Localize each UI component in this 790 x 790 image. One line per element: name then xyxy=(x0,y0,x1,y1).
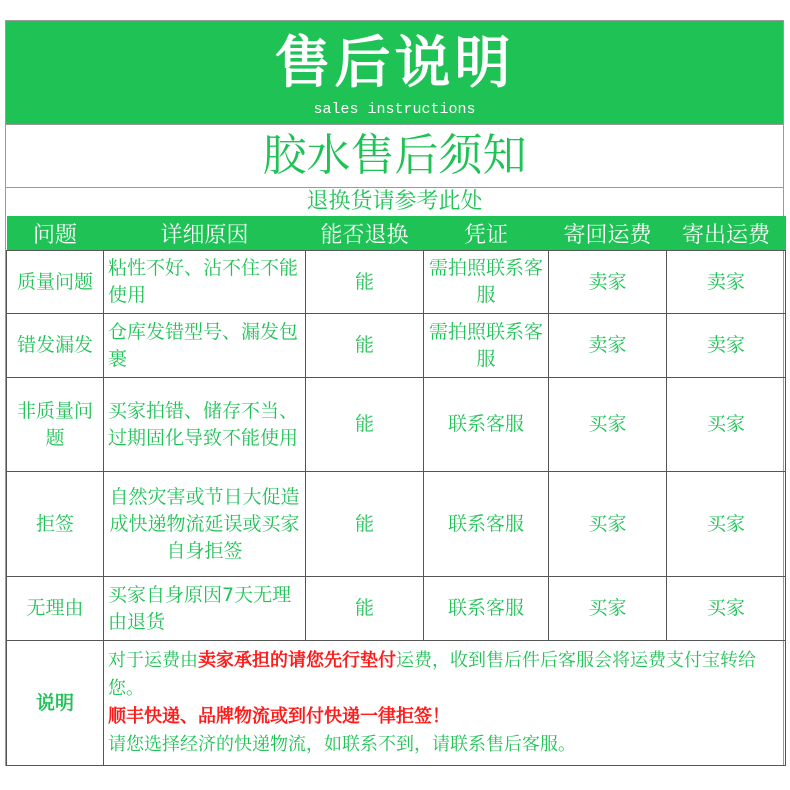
header-return-fee: 寄回运费 xyxy=(549,216,667,251)
cell-reason: 仓库发错型号、漏发包裹 xyxy=(104,314,306,378)
cell-returnable: 能 xyxy=(306,577,424,641)
banner-title: 售后说明 xyxy=(274,30,515,96)
header-returnable: 能否退换 xyxy=(306,216,424,251)
cell-proof: 联系客服 xyxy=(424,378,549,472)
cell-proof: 需拍照联系客服 xyxy=(424,251,549,314)
cell-returnable: 能 xyxy=(306,378,424,472)
note-line-1c: 运费，收到售后件后客服会将运费支付宝转给您。 xyxy=(108,650,756,699)
table-row xyxy=(7,314,786,378)
page-heading: 胶水售后须知 xyxy=(6,124,783,187)
header-reason: 详细原因 xyxy=(104,216,306,251)
cell-returnable: 能 xyxy=(306,472,424,577)
cell-ship-fee: 买家 xyxy=(667,577,786,641)
cell-return-fee: 买家 xyxy=(549,378,667,472)
cell-ship-fee: 买家 xyxy=(667,378,786,472)
after-sales-table xyxy=(6,216,786,766)
cell-return-fee: 卖家 xyxy=(549,251,667,314)
cell-issue: 无理由 xyxy=(7,577,104,641)
note-line-1b: 卖家承担的请您先行垫付 xyxy=(198,650,396,671)
after-sales-notice xyxy=(5,20,784,766)
cell-reason: 自然灾害或节日大促造成快递物流延误或买家自身拒签 xyxy=(104,472,306,577)
cell-proof: 联系客服 xyxy=(424,472,549,577)
note-line-1 xyxy=(108,647,781,703)
note-line-3: 请您选择经济的快递物流，如联系不到，请联系售后客服。 xyxy=(108,734,576,755)
page-subheading: 退换货请参考此处 xyxy=(6,187,783,216)
cell-returnable: 能 xyxy=(306,251,424,314)
note-label: 说明 xyxy=(7,641,104,766)
cell-issue: 质量问题 xyxy=(7,251,104,314)
cell-proof: 需拍照联系客服 xyxy=(424,314,549,378)
cell-return-fee: 卖家 xyxy=(549,314,667,378)
banner xyxy=(6,21,783,124)
note-line-2: 顺丰快递、品牌物流或到付快递一律拒签！ xyxy=(108,706,450,727)
table-row xyxy=(7,577,786,641)
table-row xyxy=(7,251,786,314)
header-proof: 凭证 xyxy=(424,216,549,251)
table-row xyxy=(7,378,786,472)
cell-reason: 粘性不好、沾不住不能使用 xyxy=(104,251,306,314)
note-row xyxy=(7,641,786,766)
table-row xyxy=(7,472,786,577)
cell-issue: 非质量问题 xyxy=(7,378,104,472)
header-issue: 问题 xyxy=(7,216,104,251)
cell-reason: 买家自身原因7天无理由退货 xyxy=(104,577,306,641)
cell-issue: 错发漏发 xyxy=(7,314,104,378)
cell-return-fee: 买家 xyxy=(549,577,667,641)
cell-reason: 买家拍错、储存不当、过期固化导致不能使用 xyxy=(104,378,306,472)
cell-issue: 拒签 xyxy=(7,472,104,577)
cell-ship-fee: 卖家 xyxy=(667,251,786,314)
cell-proof: 联系客服 xyxy=(424,577,549,641)
cell-return-fee: 买家 xyxy=(549,472,667,577)
note-content xyxy=(104,641,786,766)
cell-ship-fee: 买家 xyxy=(667,472,786,577)
cell-returnable: 能 xyxy=(306,314,424,378)
note-line-1a: 对于运费由 xyxy=(108,650,198,671)
header-ship-fee: 寄出运费 xyxy=(667,216,786,251)
banner-subtitle: sales instructions xyxy=(313,101,476,118)
table-header-row xyxy=(7,216,786,251)
cell-ship-fee: 卖家 xyxy=(667,314,786,378)
